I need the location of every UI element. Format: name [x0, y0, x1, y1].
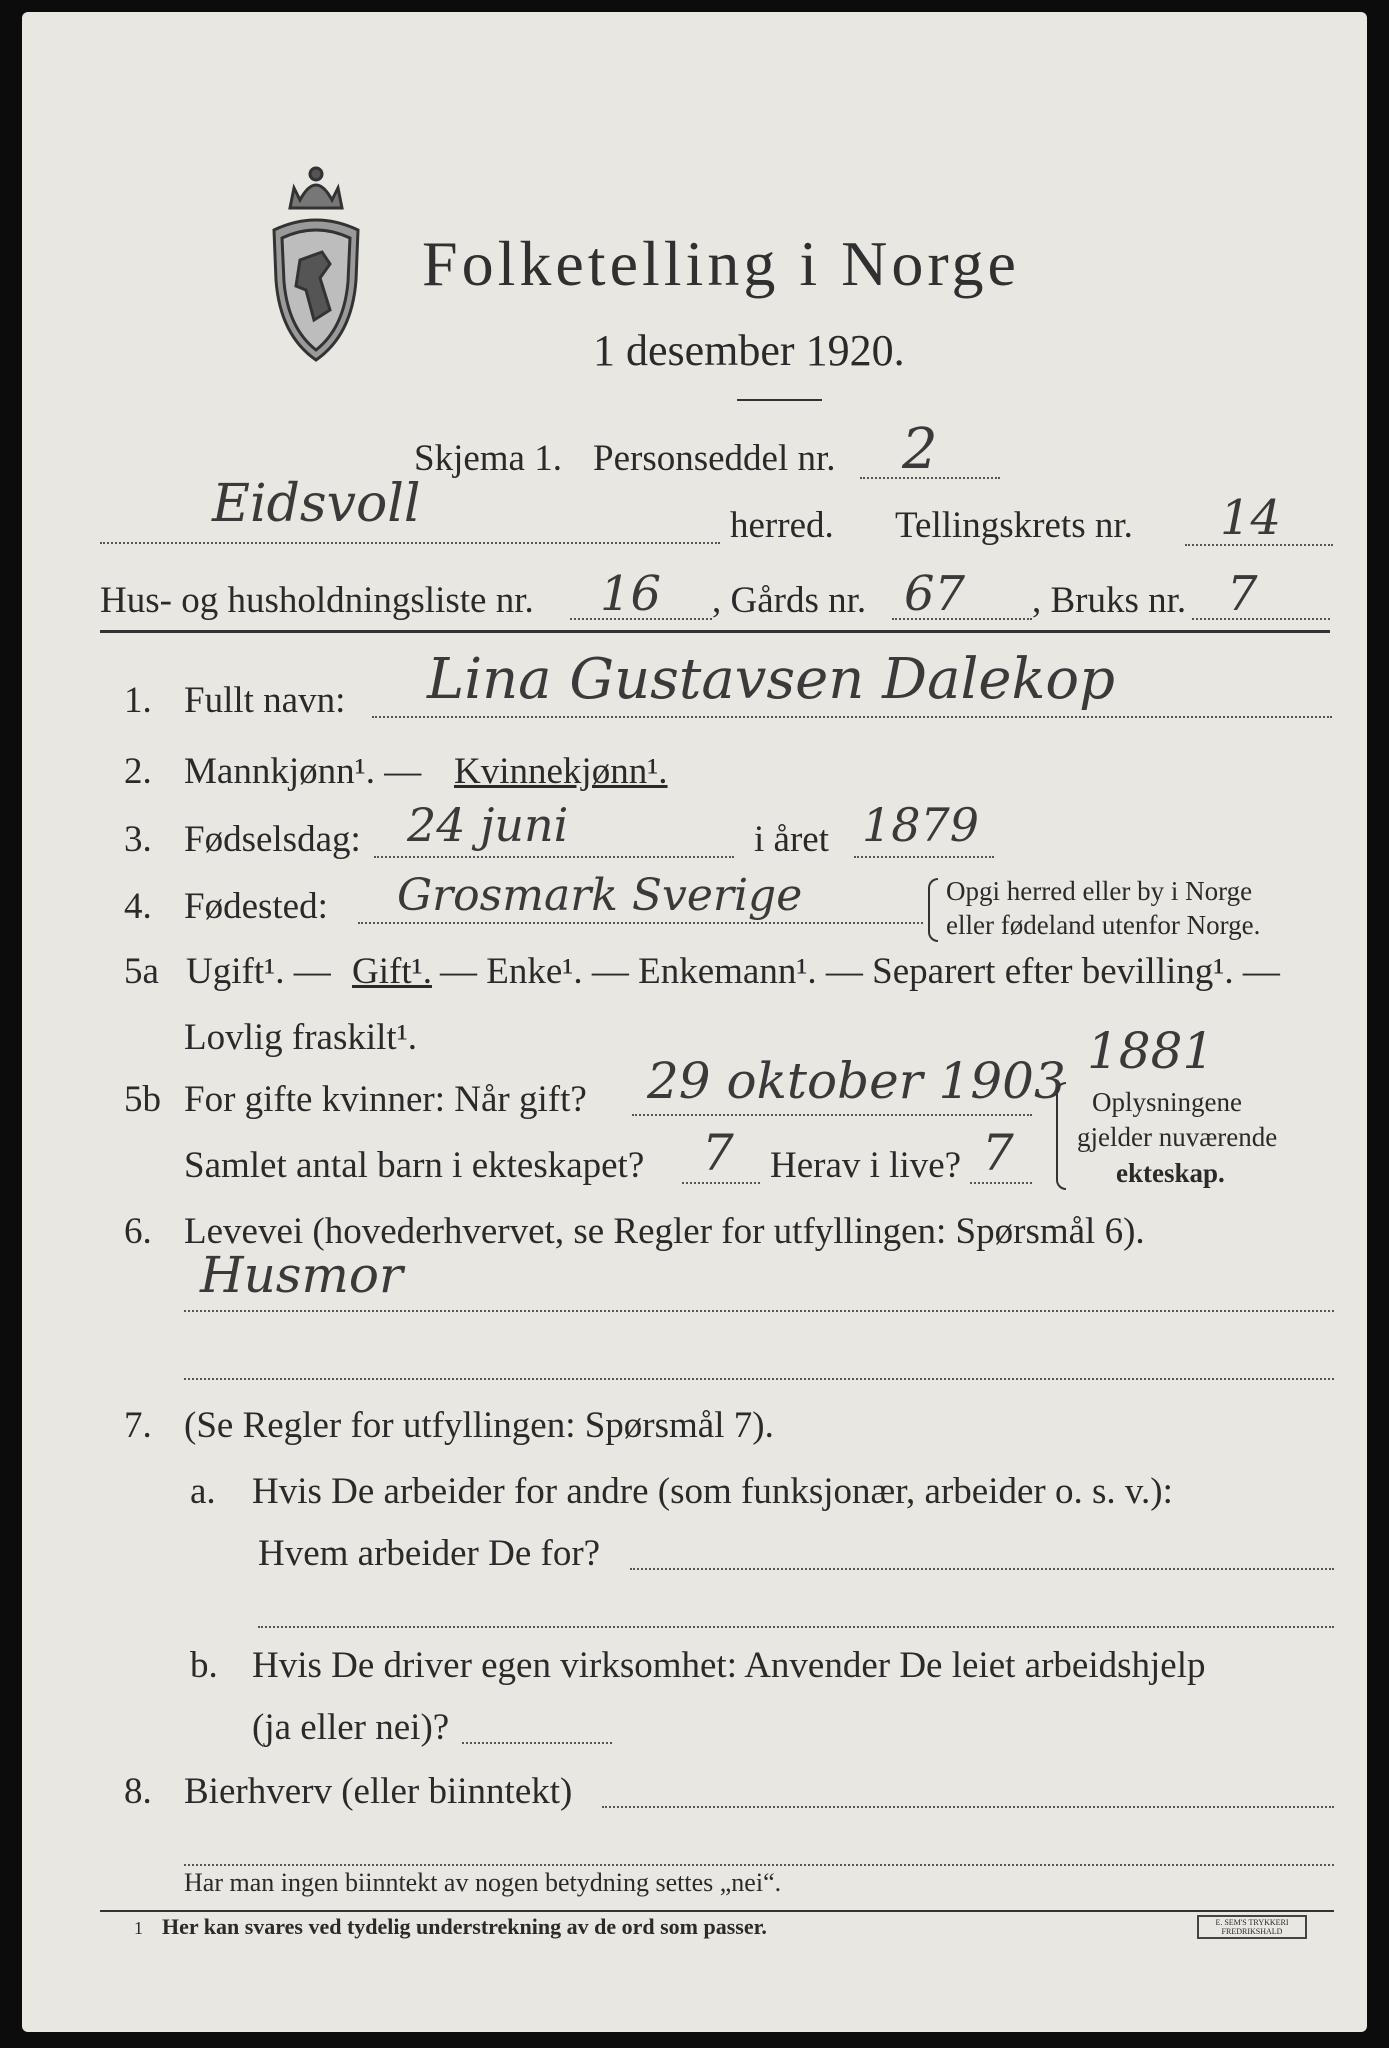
gards-value: 67: [904, 566, 966, 622]
birthday-value: 24 juni: [407, 798, 569, 852]
census-date: 1 desember 1920.: [593, 326, 905, 375]
alive-field[interactable]: [970, 1182, 1032, 1184]
footnote-text: Her kan svares ved tydelig understrekning av de ord som passer.: [162, 1914, 767, 1939]
employer-field[interactable]: [630, 1568, 1334, 1570]
q7a-letter: a.: [190, 1471, 216, 1512]
margin-annotation: 1881: [1087, 1022, 1215, 1080]
form-title: Folketelling i Norge: [422, 228, 1020, 299]
bruks-value: 7: [1227, 566, 1258, 622]
married-when-label: For gifte kvinner: Når gift?: [184, 1079, 587, 1120]
hus-value: 16: [600, 566, 662, 622]
side-income-field[interactable]: [602, 1806, 1334, 1808]
q4-number: 4.: [124, 886, 152, 927]
q5a-number: 5a: [124, 951, 159, 992]
birthplace-field[interactable]: [358, 922, 923, 924]
occupation-field-extra[interactable]: [184, 1378, 1334, 1380]
birthplace-note-brace: [928, 878, 938, 942]
q2-number: 2.: [124, 751, 152, 792]
birthplace-label: Fødested:: [184, 886, 328, 927]
marriage-note-line3: ekteskap.: [1116, 1158, 1225, 1188]
q7b-text: Hvis De driver egen virksomhet: Anvender De leiet arbeidshjelp: [252, 1645, 1206, 1686]
bruks-field[interactable]: [1192, 618, 1330, 620]
birth-year-label: i året: [754, 819, 829, 860]
married-when-value: 29 oktober 1903: [647, 1052, 1066, 1110]
occupation-label: Levevei (hovederhvervet, se Regler for utfyllingen: Spørsmål 6).: [184, 1211, 1145, 1252]
herred-field[interactable]: [100, 542, 720, 544]
bruks-label: , Bruks nr.: [1032, 580, 1187, 621]
marriage-note-brace: [1056, 1082, 1066, 1190]
q7-number: 7.: [124, 1405, 152, 1446]
footnote-mark: 1: [134, 1918, 143, 1938]
personseddel-value: 2: [902, 417, 938, 482]
birth-year-field[interactable]: [854, 856, 994, 858]
gender-female-option[interactable]: Kvinnekjønn¹.: [454, 751, 668, 792]
tellingskrets-label: Tellingskrets nr.: [895, 505, 1133, 546]
birthday-field[interactable]: [374, 856, 734, 858]
q7a-text: Hvis De arbeider for andre (som funksjonær, arbeider o. s. v.):: [252, 1471, 1173, 1512]
q5b-number: 5b: [124, 1079, 161, 1120]
q7b-letter: b.: [190, 1645, 218, 1686]
marriage-note-line2: gjelder nuværende: [1077, 1122, 1278, 1152]
status-unmarried-option[interactable]: Ugift¹. —: [186, 951, 331, 992]
hired-help-field[interactable]: [462, 1742, 612, 1744]
q1-label: Fullt navn:: [184, 680, 346, 721]
status-divorced-option[interactable]: Lovlig fraskilt¹.: [184, 1017, 418, 1058]
hired-help-label: (ja eller nei)?: [252, 1707, 450, 1748]
alive-value: 7: [982, 1124, 1014, 1182]
status-married-option[interactable]: Gift¹.: [352, 951, 432, 992]
footer-divider: [100, 1910, 1334, 1912]
gards-label: , Gårds nr.: [712, 580, 867, 621]
q3-number: 3.: [124, 819, 152, 860]
employer-field-extra[interactable]: [258, 1626, 1334, 1628]
employer-label: Hvem arbeider De for?: [258, 1533, 601, 1574]
side-income-field-extra[interactable]: [184, 1864, 1334, 1866]
birthplace-note-line1: Opgi herred eller by i Norge: [946, 876, 1253, 906]
children-field[interactable]: [682, 1182, 760, 1184]
children-label: Samlet antal barn i ekteskapet?: [184, 1145, 645, 1186]
hus-label: Hus- og husholdningsliste nr.: [100, 580, 534, 621]
occupation-field[interactable]: [184, 1310, 1334, 1312]
q7-label: (Se Regler for utfyllingen: Spørsmål 7).: [184, 1405, 774, 1446]
occupation-value: Husmor: [200, 1246, 403, 1304]
no-income-note: Har man ingen biinntekt av nogen betydning settes „nei“.: [184, 1868, 782, 1897]
herred-value: Eidsvoll: [212, 474, 421, 534]
personseddel-label: Personseddel nr.: [593, 438, 836, 479]
birthplace-value: Grosmark Sverige: [397, 870, 803, 921]
marriage-note-line1: Oplysningene: [1092, 1087, 1242, 1117]
status-other-options[interactable]: — Enke¹. — Enkemann¹. — Separert efter bevilling¹. —: [440, 951, 1280, 992]
printer-stamp: E. SEM'S TRYKKERI FREDRIKSHALD: [1197, 1915, 1307, 1939]
birthplace-note-line2: eller fødeland utenfor Norge.: [946, 910, 1261, 940]
birth-year-value: 1879: [862, 798, 980, 852]
skjema-label: Skjema 1.: [414, 438, 562, 479]
gender-male-option[interactable]: Mannkjønn¹. —: [184, 751, 422, 792]
herred-label: herred.: [730, 505, 834, 546]
children-value: 7: [702, 1124, 734, 1182]
full-name-field[interactable]: [372, 716, 1332, 718]
q6-number: 6.: [124, 1211, 152, 1252]
full-name-value: Lina Gustavsen Dalekop: [427, 647, 1115, 712]
tellingskrets-value: 14: [1220, 490, 1282, 546]
side-income-label: Bierhverv (eller biinntekt): [184, 1771, 573, 1812]
q1-number: 1.: [124, 680, 152, 721]
married-when-field[interactable]: [632, 1114, 1032, 1116]
header-divider: [100, 630, 1330, 633]
title-divider: [737, 399, 822, 401]
q8-number: 8.: [124, 1771, 152, 1812]
census-form: [22, 12, 1367, 2032]
birthday-label: Fødselsdag:: [184, 819, 361, 860]
alive-label: Herav i live?: [770, 1145, 962, 1186]
coat-of-arms-icon: [260, 160, 372, 370]
